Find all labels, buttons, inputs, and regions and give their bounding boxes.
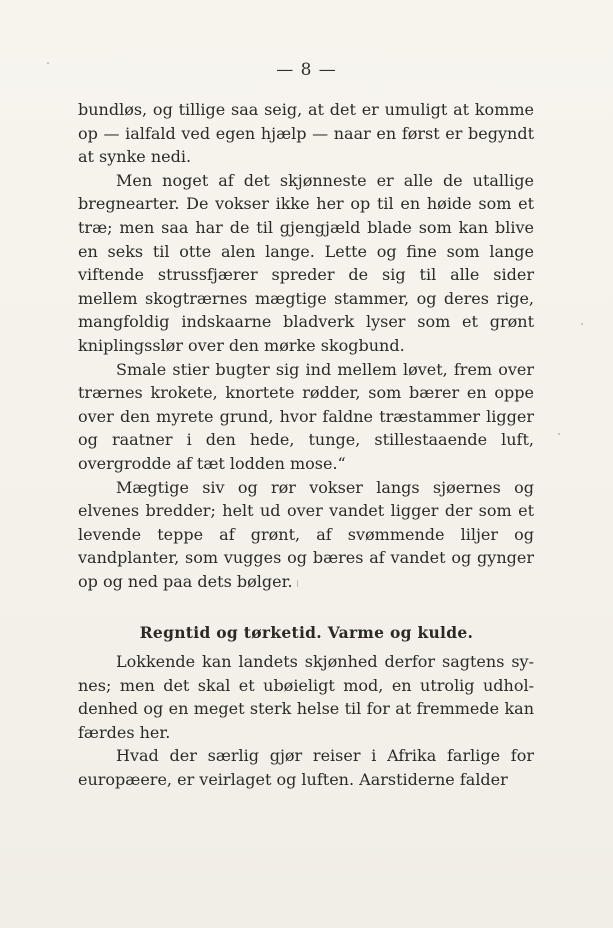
section-heading: Regntid og tørketid. Varme og kulde.: [139, 623, 474, 642]
body-text-bottom: [78, 650, 534, 792]
paragraph-2: Men noget af det skjønneste er alle de utallige bregnearter. De vokser ikke her op til en høide som et træ; men saa har de til gjengjæld blade som kan blive en seks til otte alen lange. Lette og fine som lange viftende strussfjærer spreder de sig til alle sider mellem skogtrærnes mægtige stammer, og deres rige, mangfoldig indskaarne bladverk lyser som et grønt kniplingsslør over den mørke skogbund.: [78, 170, 534, 355]
paper-speck: [297, 580, 298, 587]
paper-speck: [581, 323, 583, 325]
paragraph-6: Hvad der særlig gjør reiser i Afrika farlige for europæere, er veirlaget og luften. Aarstiderne falder: [78, 746, 534, 789]
paper-speck: [47, 62, 49, 64]
page-number: — 8 —: [276, 60, 337, 80]
paper-speck: [558, 433, 560, 435]
paragraph-1: bundløs, og tillige saa seig, at det er umuligt at komme op — ialfald ved egen hjælp — naar en først er begyndt at synke nedi.: [78, 100, 534, 167]
paragraph-5: Lokkende kan landets skjønhed derfor sagtens synes; men det skal et ubøieligt mod, en utrolig udholdenhed og en meget sterk helse til for at fremmede kan færdes her.: [78, 652, 534, 742]
body-text-top: [78, 98, 534, 593]
paragraph-4: Mægtige siv og rør vokser langs sjøernes og elvenes bredder; helt ud over vandet ligger der som et levende teppe af grønt, af svømmende liljer og vandplanter, som vugges og bæres af vandet og gynger op og ned paa dets bølger.: [78, 477, 534, 591]
paragraph-3: Smale stier bugter sig ind mellem løvet, frem over trærnes krokete, knortete rødder, som bærer en oppe over den myrete grund, hvor faldne træstammer ligger og raatner i den hede, tunge, stillestaaende luft, overgrodde af tæt lodden mose.“: [78, 359, 534, 473]
